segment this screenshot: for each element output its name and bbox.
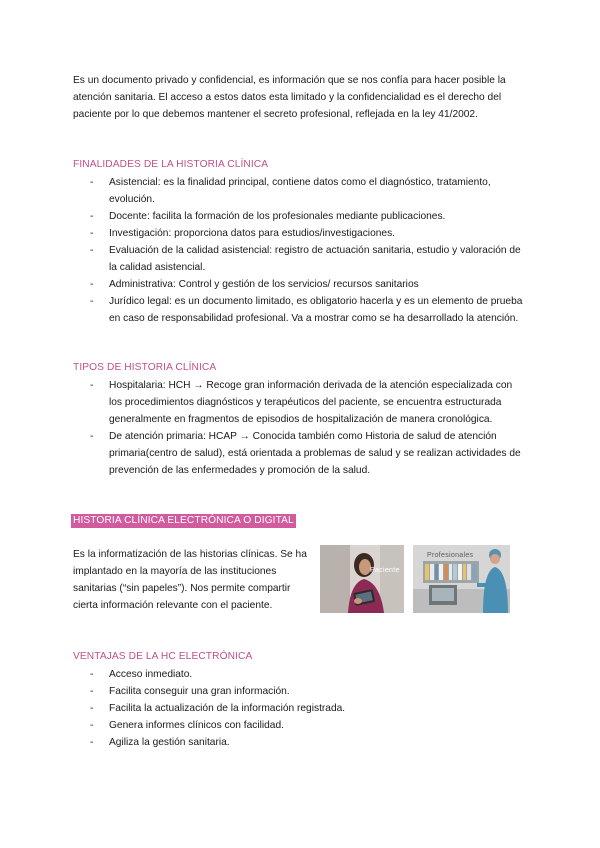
list-item: - Agiliza la gestión sanitaria. bbox=[73, 734, 528, 751]
list-item: - Jurídico legal: es un documento limitado, es obligatorio hacerla y es un elemento de prueba en caso de responsabilidad profesional. Va a mostrar como se ha desarrollado la atención. bbox=[73, 293, 528, 327]
tipos-list bbox=[73, 377, 528, 479]
list-item: - Acceso inmediato. bbox=[73, 666, 528, 683]
tipos-heading: TIPOS DE HISTORIA CLÍNICA bbox=[73, 362, 217, 373]
intro-paragraph: Es un documento privado y confidencial, es información que se nos confía para hacer posible la atención sanitaria. El acceso a estos datos esta limitado y la confidencialidad es el derecho del paciente por lo que debemos mantener el secreto profesional, reflejada en la ley 41/2002. bbox=[73, 75, 506, 120]
professionals-image bbox=[413, 545, 510, 613]
list-item: - Evaluación de la calidad asistencial: registro de actuación sanitaria, estudio y valoración de la calidad asistencial. bbox=[73, 242, 528, 276]
professionals-image-label: Profesionales bbox=[427, 552, 474, 559]
list-item: - Investigación: proporciona datos para estudios/investigaciones. bbox=[73, 225, 528, 242]
patient-image bbox=[320, 545, 404, 613]
patient-illustration bbox=[320, 545, 404, 613]
list-item: - Asistencial: es la finalidad principal, contiene datos como el diagnóstico, tratamiento, evolución. bbox=[73, 174, 528, 208]
electronica-paragraph: Es la informatización de las historias clínicas. Se ha implantado en la mayoría de las instituciones sanitarias (“sin papeles”). Nos permite compartir cierta información relevante con el paciente. bbox=[73, 549, 307, 611]
list-item: - Facilita la actualización de la información registrada. bbox=[73, 700, 528, 717]
list-item: - De atención primaria: HCAP → Conocida también como Historia de salud de atención primaria(centro de salud), está orientada a problemas de salud y se realizan actividades de prevención de las enfermedades y promoción de la salud. bbox=[73, 428, 528, 479]
list-item: - Genera informes clínicos con facilidad. bbox=[73, 717, 528, 734]
finalidades-heading: FINALIDADES DE LA HISTORIA CLÍNICA bbox=[73, 159, 269, 170]
list-item: - Administrativa: Control y gestión de los servicios/ recursos sanitarios bbox=[73, 276, 528, 293]
ventajas-list bbox=[73, 666, 528, 751]
list-item: - Docente: facilita la formación de los profesionales mediante publicaciones. bbox=[73, 208, 528, 225]
list-item: - Facilita conseguir una gran información. bbox=[73, 683, 528, 700]
list-item: - Hospitalaria: HCH → Recoge gran información derivada de la atención especializada con los procedimientos diagnósticos y terapéuticos del paciente, se encuentra estructurada generalmente en fragmentos de episodios de hospitalización de manera cronológica. bbox=[73, 377, 528, 428]
ventajas-heading: VENTAJAS DE LA HC ELECTRÓNICA bbox=[73, 651, 253, 662]
finalidades-list bbox=[73, 174, 528, 327]
patient-image-label: Paciente bbox=[370, 567, 400, 574]
electronica-heading: HISTORIA CLÍNICA ELECTRÓNICA O DIGITAL bbox=[73, 515, 294, 526]
